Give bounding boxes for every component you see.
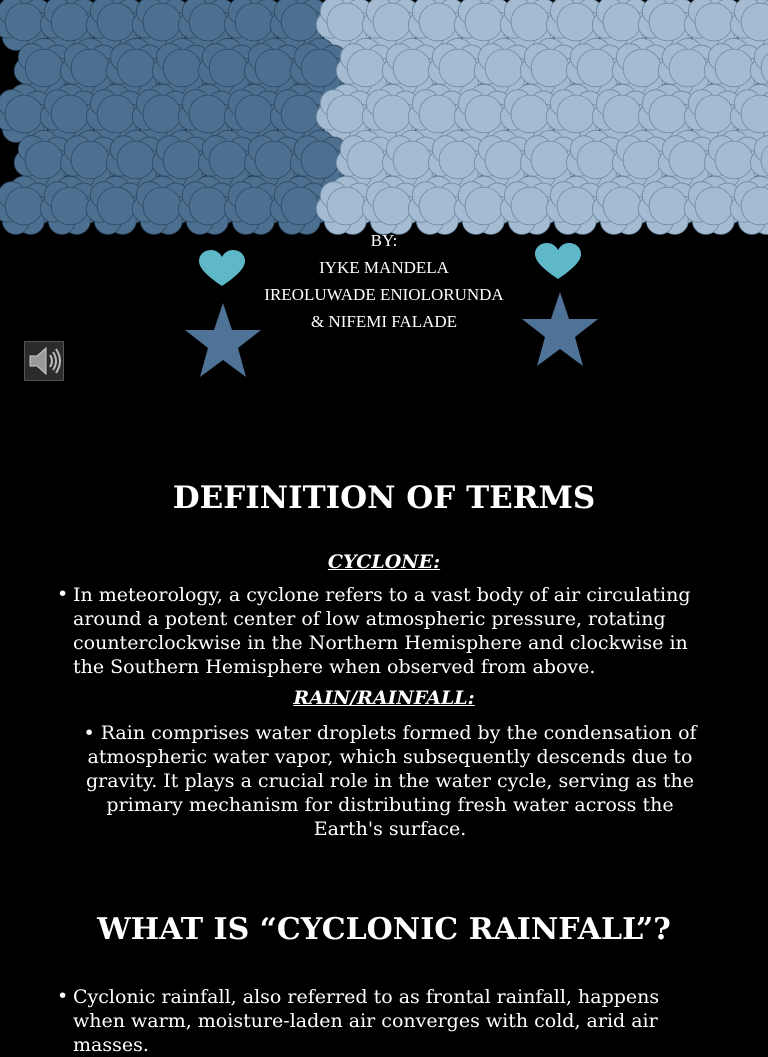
author-name: IYKE MANDELA xyxy=(319,258,449,277)
slide-title: DEFINITION OF TERMS xyxy=(172,480,596,516)
author-name: & NIFEMI FALADE xyxy=(310,312,458,331)
author-name: IREOLUWADE ENIOLORUNDA xyxy=(264,285,504,304)
bullet-icon: • xyxy=(83,722,101,744)
definition-cyclone: In meteorology, a cyclone refers to a vast body of air circulating around a potent center of low atmospheric pressure, rotating counterclockwise in the Northern Hemisphere and clockwise in the Southern Hemisphere when observed from above. xyxy=(73,584,691,678)
bullet-icon: • xyxy=(57,583,69,605)
author-byline xyxy=(0,227,768,335)
term-heading-rain: RAIN/RAINFALL: xyxy=(293,687,475,709)
heart-icon xyxy=(197,250,247,290)
star-icon xyxy=(184,301,262,379)
star-icon xyxy=(521,290,599,368)
byline-by: BY: xyxy=(370,231,398,250)
bullet-icon: • xyxy=(57,985,69,1007)
term-heading-cyclone: CYCLONE: xyxy=(327,551,441,573)
definition-rain-text: Rain comprises water droplets formed by the condensation of atmospheric water vapor, which subsequently descends due to gravity. It plays a crucial role in the water cycle, serving as the primary mechanism for distributing fresh water across the Earth's surface. xyxy=(85,722,697,840)
cloud-banner xyxy=(0,0,768,230)
title-slide xyxy=(0,0,768,410)
heart-icon xyxy=(533,243,583,283)
section-title: WHAT IS “CYCLONIC RAINFALL”? xyxy=(97,912,671,947)
speaker-icon[interactable] xyxy=(24,341,64,381)
definition-cyclonic-rainfall: Cyclonic rainfall, also referred to as frontal rainfall, happens when warm, moisture-laden air converges with cold, arid air masses. xyxy=(73,986,660,1056)
definitions-slide xyxy=(0,436,768,1056)
definition-rain xyxy=(70,721,710,841)
